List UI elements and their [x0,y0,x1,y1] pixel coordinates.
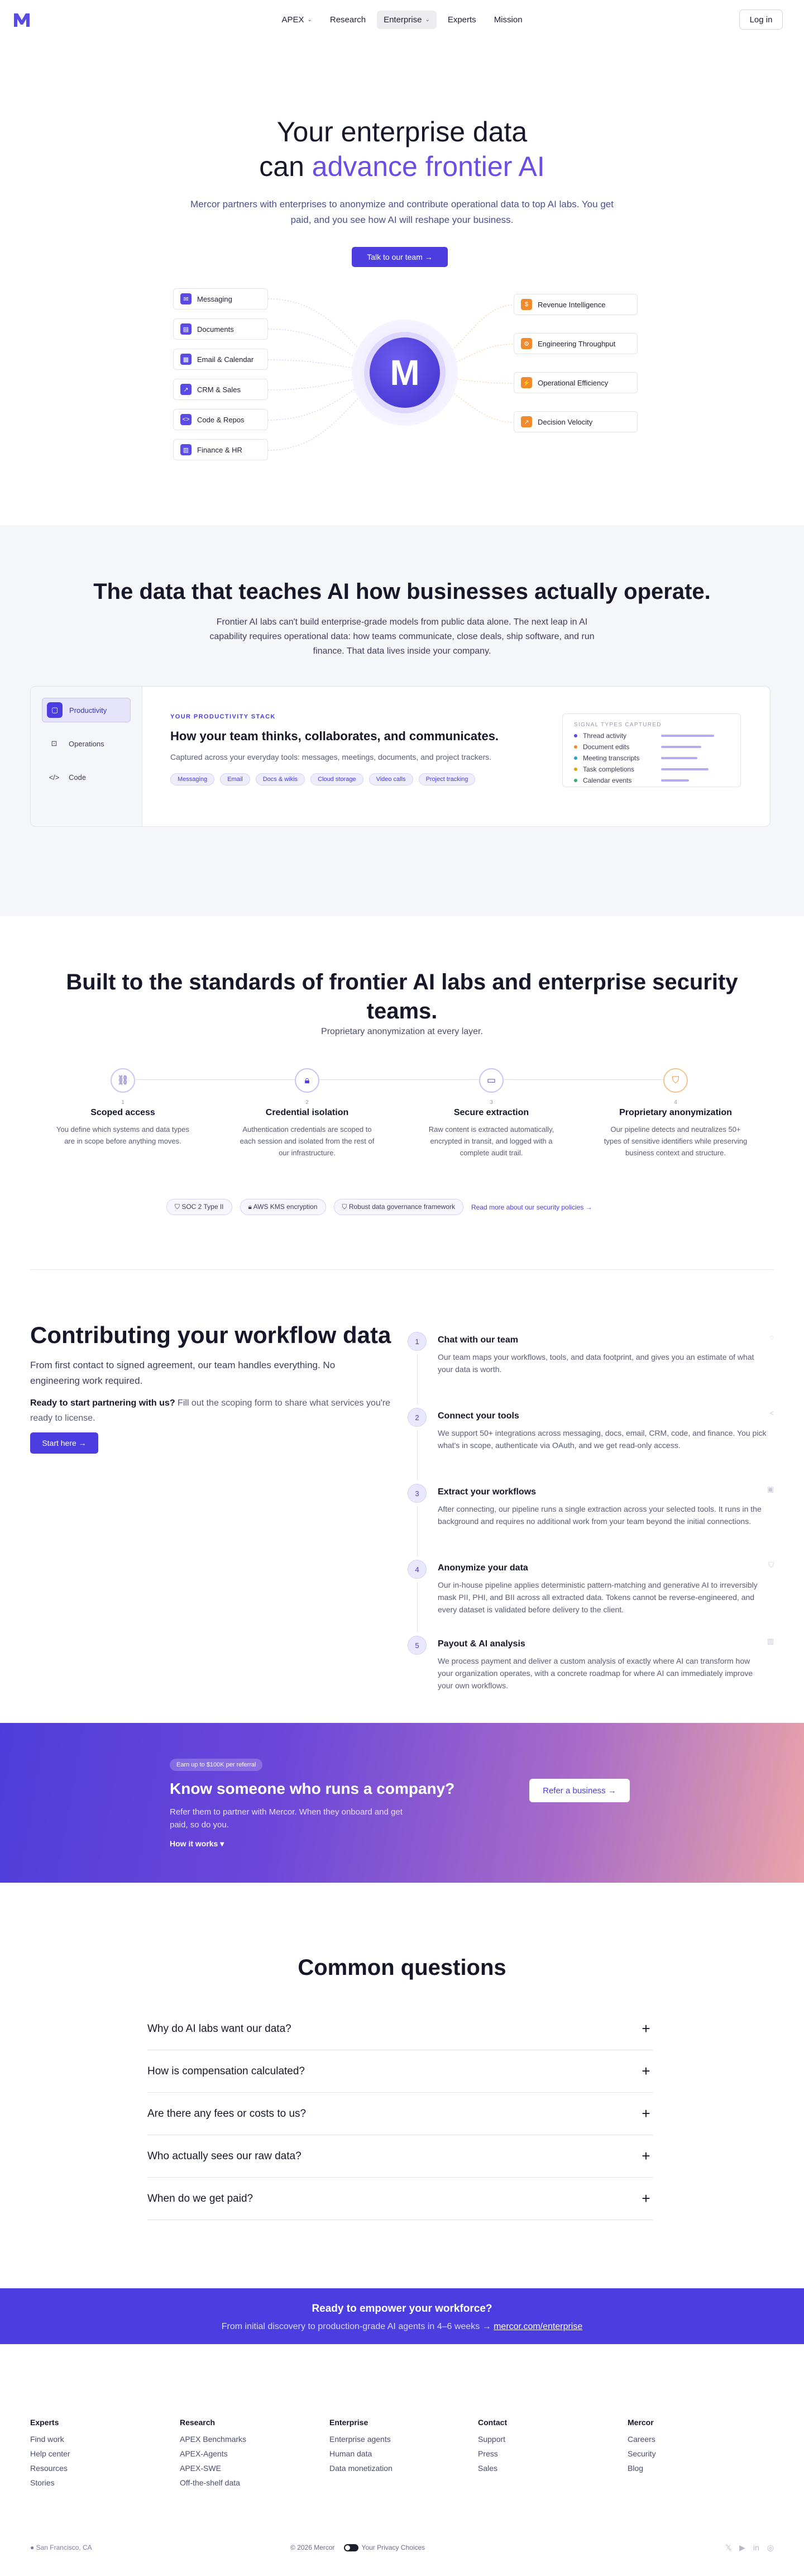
tab-label: Code [69,773,87,782]
security-step-scoped-access [39,1068,207,1147]
link-icon: ⛓ [111,1068,135,1093]
footer-col-research [180,2418,291,2493]
signal-row [574,777,729,784]
step-desc: Raw content is extracted automatically, encrypted in transit, and logged with a complete audit trail. [428,1125,554,1157]
security-title [0,968,804,1026]
copyright: © 2026 Mercor [290,2544,335,2551]
chat-icon: ▢ [47,702,63,718]
output-label: Engineering Throughput [538,339,616,348]
briefcase-icon: ⊡ [51,739,58,747]
referral-body: Refer them to partner with Mercor. When they onboard and get paid, so do you. [170,1807,403,1830]
source-email-calendar [173,349,268,370]
tab-operations[interactable] [42,731,131,756]
footer-link[interactable]: Careers [628,2435,655,2444]
nav-mission[interactable] [487,11,529,29]
signal-dot-icon [574,756,577,760]
footer-heading: Mercor [628,2418,654,2427]
step-number: 4 [674,1099,677,1106]
nav-research[interactable] [323,11,372,29]
nav-apex-label: APEX [281,15,304,25]
dollar-icon: $ [521,299,532,310]
cta-band-title: Ready to empower your workforce? [312,2303,492,2315]
source-label: Documents [197,325,234,334]
badge-label: Robust data governance framework [348,1203,455,1211]
plus-icon: + [642,2063,650,2079]
signal-level-bar [661,746,701,748]
stack-card [30,686,770,827]
chevron-down-icon: ⌄ [425,16,430,23]
faq-item[interactable] [147,2093,653,2135]
footer-link[interactable]: Press [478,2449,498,2458]
faq-item[interactable] [147,2008,653,2050]
step-desc: Our in-house pipeline applies deterministic pattern-matching and generative AI to irreversibly mask PII, PHI, and BII across all extracted data. Tokens cannot be reverse-engineered, and every dataset is validated before delivery to the client. [438,1580,758,1614]
footer-link[interactable]: Find work [30,2435,64,2444]
tab-productivity[interactable] [42,698,131,722]
step-title: Chat with our team [438,1335,519,1345]
step-number: 3 [490,1099,493,1106]
step-title: Anonymize your data [438,1563,528,1573]
mercor-hub [352,320,458,426]
divider [30,1269,774,1270]
signal-types-panel [562,713,741,787]
security-subtitle: Proprietary anonymization at every layer. [321,1027,483,1036]
nav-enterprise-label: Enterprise [384,15,422,25]
how-it-works-toggle[interactable]: How it works ▾ [170,1839,224,1848]
source-crm-sales [173,379,268,400]
chip: Email [220,773,250,785]
trend-icon: ↗ [180,384,192,395]
plus-icon: + [642,2020,650,2037]
privacy-label: Your Privacy Choices [361,2544,425,2551]
footer-link[interactable]: Help center [30,2449,70,2458]
tool-chips [170,773,516,785]
hero-title-line1: Your enterprise data [276,116,528,147]
tab-code[interactable] [42,765,131,789]
step-desc: Our pipeline detects and neutralizes 50+ types of sensitive identifiers while preserving business context and structure. [604,1125,748,1157]
signal-name: Document edits [583,743,630,751]
footer-col-mercor [628,2418,739,2478]
step-number: 3 [408,1484,427,1503]
step-desc: Our team maps your workflows, tools, and data footprint, and gives you an estimate of what your data is worth. [438,1353,754,1374]
step-desc: Authentication credentials are scoped to each session and isolated from the rest of our infrastructure. [240,1125,375,1157]
data-flow-diagram [168,283,648,467]
workflow-step [408,1408,774,1484]
footer-heading: Research [180,2418,216,2427]
teach-title: The data that teaches AI how businesses actually operate. [93,579,711,604]
footer-link[interactable]: Support [478,2435,506,2444]
faq-question: When do we get paid? [147,2192,253,2204]
tab-label: Productivity [69,706,107,715]
database-icon: ▣ [767,1485,774,1493]
source-label: Messaging [197,294,232,303]
footer-link[interactable]: Stories [30,2478,55,2487]
source-label: Code & Repos [197,415,245,424]
step-title: Connect your tools [438,1411,519,1421]
footer-link[interactable]: APEX-SWE [180,2464,221,2473]
step-number: 4 [408,1560,427,1579]
stack-content [170,713,516,785]
footer-link[interactable]: Enterprise agents [329,2435,391,2444]
step-desc: We support 50+ integrations across messaging, docs, email, CRM, code, and finance. You pick what's in scope, authenticate via OAuth, and we get read-only access. [438,1429,767,1450]
signal-name: Thread activity [583,732,627,740]
step-connector [417,1354,418,1404]
badge-label: AWS KMS encryption [253,1203,318,1211]
footer-link[interactable]: Human data [329,2449,372,2458]
badge-label: SOC 2 Type II [181,1203,224,1211]
signal-list [574,732,729,784]
workflow-step [408,1560,774,1636]
step-desc: After connecting, our pipeline runs a single extraction across your selected tools. It runs in the background and requires no additional work from your team beyond the initial connections. [438,1504,762,1526]
youtube-icon[interactable]: ▶ [739,2542,745,2552]
chip: Docs & wikis [256,773,305,785]
output-revenue [514,294,638,315]
footer-heading: Experts [30,2418,59,2427]
footer-location: ● San Francisco, CA [30,2544,92,2551]
step-connector [417,1582,418,1632]
plus-icon: + [642,2105,650,2122]
signal-row [574,766,729,773]
faq-question: How is compensation calculated? [147,2065,305,2077]
kms-badge: 🔒︎ AWS KMS encryption [240,1199,326,1215]
output-engineering [514,333,638,354]
nav-links [275,11,529,29]
refer-business-button[interactable]: Refer a business → [529,1779,630,1802]
source-label: Email & Calendar [197,355,254,364]
signal-name: Meeting transcripts [583,754,640,762]
referral-banner [0,1723,804,1883]
linkedin-icon[interactable]: in [753,2542,759,2552]
footer-link[interactable]: Blog [628,2464,644,2473]
source-code-repos [173,409,268,430]
chip: Cloud storage [310,773,363,785]
step-title: Scoped access [90,1108,155,1117]
step-title: Secure extraction [453,1108,529,1117]
message-icon: ✉ [180,293,192,304]
gear-icon: ⚙ [521,338,532,349]
privacy-toggle-icon [344,2544,358,2551]
document-icon: ▤ [180,323,192,335]
stack-tabs [31,687,142,827]
x-icon[interactable]: 𝕏 [725,2542,732,2552]
signal-level-bar [661,735,714,737]
referral-title: Know someone who runs a company? [170,1780,455,1797]
top-nav [0,0,804,39]
nav-enterprise[interactable] [377,11,437,29]
footer-col-contact [478,2418,590,2478]
workflow-ready [30,1396,399,1426]
teach-section [0,525,804,916]
footer-col-enterprise [329,2418,441,2478]
tab-label: Operations [69,739,104,748]
cta-band [0,2288,804,2344]
referral-pill: Earn up to $100K per referral [170,1759,262,1771]
soc2-badge: ⛉ SOC 2 Type II [166,1199,232,1215]
step-title: Credential isolation [265,1108,349,1117]
step-title: Extract your workflows [438,1487,537,1497]
faq-item[interactable] [147,2135,653,2178]
source-label: CRM & Sales [197,385,241,394]
signal-row [574,732,729,739]
faq-title: Common questions [298,1955,506,1980]
signal-row [574,744,729,750]
stack-heading: How your team thinks, collaborates, and communicates. [170,729,499,743]
shield-icon: ⛉ [768,1561,774,1569]
plus-icon: + [642,2148,650,2164]
hub-logo: M [370,337,440,408]
governance-badge: ⛉ Robust data governance framework [334,1199,463,1215]
chart-icon: ▥ [767,1637,774,1645]
footer-heading: Contact [478,2418,508,2427]
chip: Video calls [369,773,413,785]
output-label: Operational Efficiency [538,378,609,387]
start-here-button[interactable]: Start here → [30,1432,98,1454]
security-step-anonymization [592,1068,759,1159]
signal-dot-icon [574,779,577,782]
source-label: Finance & HR [197,445,242,454]
signal-row [574,755,729,761]
nav-mission-label: Mission [494,15,523,25]
step-number: 5 [408,1636,427,1655]
chevron-down-icon: ⌄ [307,16,312,23]
footer-legal [290,2544,425,2551]
signal-dot-icon [574,734,577,737]
nav-experts-label: Experts [447,15,476,25]
footer-col-experts [30,2418,142,2493]
trend-up-icon: ↗ [521,416,532,427]
workflow-lead: From first contact to signed agreement, our team handles everything. No engineering work required. [30,1360,336,1386]
footer-link[interactable]: Sales [478,2464,498,2473]
source-finance-hr [173,439,268,460]
chip: Messaging [170,773,214,785]
output-decision [514,411,638,432]
workflow-steps [408,1332,774,1712]
hero-subtitle: Mercor partners with enterprises to anonymize and contribute operational data to top AI labs. You get paid, and you see how AI will reshape your business. [190,199,614,225]
cta-band-copy: From initial discovery to production-grade AI agents in 4–6 weeks → [221,2322,491,2331]
faq-question: Are there any fees or costs to us? [147,2107,307,2120]
source-messaging [173,288,268,309]
teach-subtitle: Frontier AI labs can't build enterprise-grade models from public data alone. The next leap in AI capability requires operational data: how teams communicate, close deals, ship software, and run finance. That data lives inside your company. [209,617,595,656]
security-policies-link[interactable]: Read more about our security policies → [471,1203,592,1211]
security-step-secure-extraction [408,1068,575,1159]
step-connector [417,1506,418,1556]
security-title-text: Built to the standards of frontier AI labs and enterprise security teams. [66,970,738,1023]
step-number: 2 [305,1099,309,1106]
faq-list [147,2008,653,2220]
stack-body: Captured across your everyday tools: messages, meetings, documents, and project trackers. [170,753,492,761]
bolt-icon: ⚡ [521,377,532,388]
faq-question: Why do AI labs want our data? [147,2022,291,2035]
footer-bottom [30,2541,774,2554]
footer-link[interactable]: Off-the-shelf data [180,2478,240,2487]
signal-dot-icon [574,745,577,749]
footer-link[interactable]: Security [628,2449,656,2458]
nav-experts[interactable] [441,11,483,29]
workflow-ready-rest: Fill out the scoping form to share what services you're ready to license. [30,1398,391,1423]
finance-icon: ▥ [180,444,192,455]
output-operational [514,372,638,393]
step-connector [417,1430,418,1480]
footer-link[interactable]: APEX-Agents [180,2449,228,2458]
monitor-icon: ▭ [479,1068,504,1093]
signal-types-title: SIGNAL TYPES CAPTURED [574,722,662,728]
hero-title-line2: can [259,151,312,182]
workflow-step [408,1332,774,1408]
footer-link[interactable]: Data monetization [329,2464,393,2473]
step-title: Proprietary anonymization [619,1108,732,1117]
workflow-step [408,1484,774,1560]
signal-level-bar [661,779,689,782]
signal-name: Calendar events [583,777,632,784]
plus-icon: + [642,2190,650,2207]
step-number: 1 [121,1099,125,1106]
step-desc: We process payment and deliver a custom analysis of exactly where AI can transform how your organization operates, with a concrete roadmap for where AI can immediately improve your own workflows. [438,1656,753,1690]
lock-icon: 🔒︎ [295,1068,319,1093]
nav-apex[interactable] [275,11,318,29]
cta-band-text [0,2322,804,2332]
privacy-choices-link[interactable] [344,2544,425,2551]
shield-icon: ⛉ [663,1068,688,1093]
talk-to-team-button[interactable]: Talk to our team → [352,247,448,267]
step-number: 2 [408,1408,427,1427]
stack-eyebrow: YOUR PRODUCTIVITY STACK [170,713,276,720]
footer-link[interactable]: Resources [30,2464,68,2473]
nav-research-label: Research [329,15,366,25]
workflow-ready-bold: Ready to start partnering with us? [30,1398,175,1408]
code-icon: <> [180,414,192,425]
footer-link[interactable]: APEX Benchmarks [180,2435,247,2444]
code-icon: </> [49,773,60,782]
enterprise-link[interactable]: mercor.com/enterprise [494,2322,583,2331]
signal-name: Task completions [583,765,635,773]
login-button[interactable]: Log in [739,9,783,30]
security-step-credential-isolation [223,1068,391,1159]
output-label: Revenue Intelligence [538,300,606,309]
faq-item[interactable] [147,2050,653,2093]
faq-question: Who actually sees our raw data? [147,2150,302,2162]
hero-title-accent: advance frontier AI [312,151,545,182]
faq-item[interactable] [147,2178,653,2220]
step-number: 1 [408,1332,427,1351]
output-label: Decision Velocity [538,417,593,426]
security-badges [166,1199,592,1215]
workflow-title: Contributing your workflow data [30,1322,391,1348]
instagram-icon[interactable]: ◎ [767,2542,774,2552]
calendar-icon: ▦ [180,354,192,365]
step-desc: You define which systems and data types are in scope before anything moves. [56,1125,189,1145]
signal-level-bar [661,768,709,770]
signal-dot-icon [574,768,577,771]
chip: Project tracking [419,773,476,785]
chat-icon: ◌ [769,1333,774,1341]
footer-heading: Enterprise [329,2418,368,2427]
signal-level-bar [661,757,697,759]
hero-title [0,115,804,184]
step-title: Payout & AI analysis [438,1639,525,1649]
social-links [725,2543,774,2553]
mercor-logo[interactable] [12,11,31,28]
share-icon: < [769,1409,774,1417]
workflow-step [408,1636,774,1712]
source-documents [173,318,268,340]
